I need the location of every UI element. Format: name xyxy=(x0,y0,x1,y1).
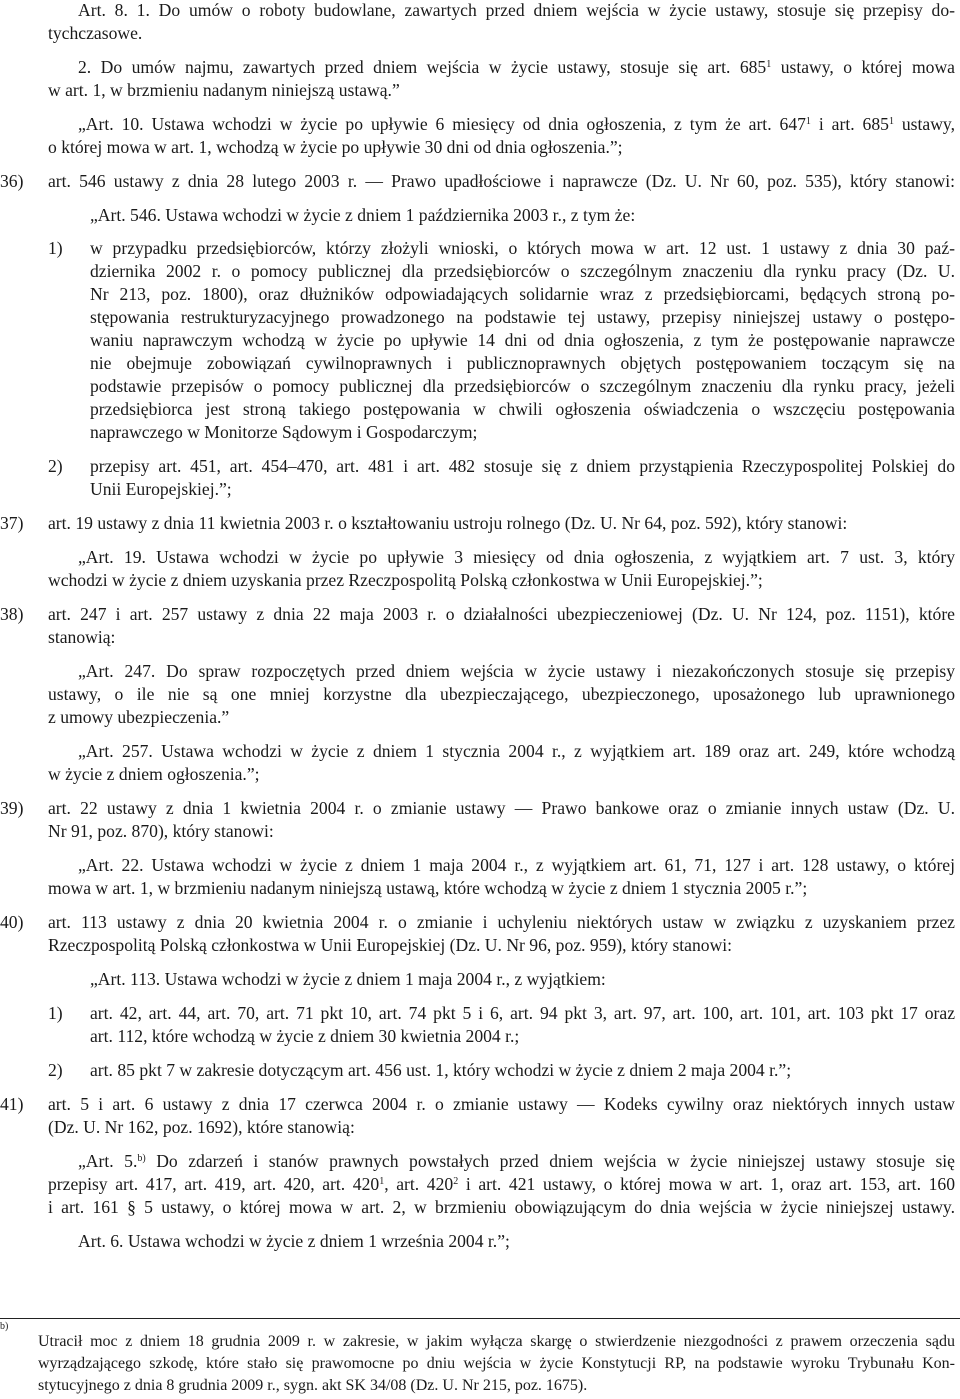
item-38-line2: stanowią: xyxy=(48,627,116,647)
art10-line1: „Art. 10. Ustawa wchodzi w życie po upływie 6 miesięcy od dnia ogłoszenia, z tym że art. $647^1$ i art. $685^1$ ustawy, xyxy=(78,114,955,134)
item-41-art5-line1: „Art. 5.$^{b)}$ Do zdarzeń i stanów prawnych powstałych przed dniem wejścia w życie niniejszej ustawy stosuje się xyxy=(78,1151,955,1171)
art8-p2-line2: w art. 1, w brzmieniu nadanym niniejszą ustawą.” xyxy=(48,80,400,100)
item-40-sub2-line1: art. 85 pkt 7 w zakresie dotyczącym art. 456 ust. 1, który wchodzi w życie z dniem 2 maja 2004 r.”; xyxy=(90,1060,792,1080)
item-36-sub2-number: 2) xyxy=(48,456,63,476)
item-40-sub1-number: 1) xyxy=(48,1003,63,1023)
art10-line2: o której mowa w art. 1, wchodzą w życie po upływie 30 dni od dnia ogłoszenia.”; xyxy=(48,137,623,157)
item-36-sub1-line: stępowania restrukturyzacyjnego prowadzonego na podstawie tej ustawy, przepisy niniejszej ustawy o postępo- xyxy=(90,307,955,327)
item-38-art247-line1: „Art. 247. Do spraw rozpoczętych przed dniem wejścia w życie ustawy i niezakończonych stosuje się przepisy xyxy=(78,661,955,681)
footnote-separator xyxy=(0,1318,960,1319)
item-40-sub1-line2: art. 112, które wchodzą w życie z dniem 30 kwietnia 2004 r.; xyxy=(90,1026,520,1046)
item-39-quote-line1: „Art. 22. Ustawa wchodzi w życie z dniem 1 maja 2004 r., z wyjątkiem art. 61, 71, 127 i art. 128 ustawy, o której xyxy=(78,855,955,875)
item-36-number: 36) xyxy=(0,171,24,191)
item-36-sub1-line: w przypadku przedsiębiorców, którzy złożyli wnioski, o których mowa w art. 12 ust. 1 ustawy z dnia 30 paź- xyxy=(90,238,955,258)
footnote-ref-b[interactable]: b) xyxy=(137,1153,146,1164)
item-38-art247-line2: ustawy, o ile nie są one mniej korzystne dla ubezpieczającego, ubezpieczonego, uposażonego lub uprawnionego xyxy=(48,684,955,704)
item-39-line2: Nr 91, poz. 870), który stanowi: xyxy=(48,821,274,841)
item-41-line1: art. 5 i art. 6 ustawy z dnia 17 czerwca 2004 r. o zmianie ustawy — Kodeks cywilny oraz niektórych innych ustaw xyxy=(48,1094,955,1114)
item-40-quote: „Art. 113. Ustawa wchodzi w życie z dniem 1 maja 2004 r., z wyjątkiem: xyxy=(90,969,606,989)
item-39-number: 39) xyxy=(0,798,24,818)
art8-p1-line2: tychczasowe. xyxy=(48,23,143,43)
item-40-sub2-number: 2) xyxy=(48,1060,63,1080)
item-41-art5-line3: i art. 161 § 5 ustawy, o której mowa w art. 2, w brzmieniu obowiązującym do dnia wejścia w życie niniejszej ustawy. xyxy=(48,1197,955,1217)
item-36-sub1-number: 1) xyxy=(48,238,63,258)
footnote-mark: b) xyxy=(0,1321,9,1332)
item-40-line2: Rzeczpospolitą Polską członkostwa w Unii Europejskiej (Dz. U. Nr 96, poz. 959), który stanowi: xyxy=(48,935,733,955)
item-41-art5-line2: przepisy art. 417, art. 419, art. 420, art. $420^1$, art. $420^2$ i art. 421 ustawy, o której mowa w art. 1, oraz art. 153, art. 160 xyxy=(48,1174,955,1194)
art8-p1-line1: Art. 8. 1. Do umów o roboty budowlane, zawartych przed dniem wejścia w życie ustawy, stosuje się przepisy do- xyxy=(78,0,955,20)
item-36-quote: „Art. 546. Ustawa wchodzi w życie z dniem 1 października 2003 r., z tym że: xyxy=(90,205,636,225)
item-38-number: 38) xyxy=(0,604,24,624)
item-37-number: 37) xyxy=(0,513,24,533)
item-39-quote-line2: mowa w art. 1, w brzmieniu nadanym niniejszą ustawą, które wchodzą w życie z dniem 1 stycznia 2005 r.”; xyxy=(48,878,808,898)
item-36-sub1-line: nie obejmuje zobowiązań cywilnoprawnych i publicznoprawnych objętych postępowaniem toczącym się na xyxy=(90,353,955,373)
item-40-number: 40) xyxy=(0,912,24,932)
item-38-art257-line2: w życie z dniem ogłoszenia.”; xyxy=(48,764,260,784)
item-36-sub1-line: przedsiębiorca jest stroną takiego postępowania w chwili ogłoszenia oświadczenia o wszczęciu postępowania xyxy=(90,399,955,419)
art8-p2-line1: 2. Do umów najmu, zawartych przed dniem wejścia w życie ustawy, stosuje się art. $685^1$ ustawy, o której mowa xyxy=(78,57,955,77)
item-41-art6-line1: Art. 6. Ustawa wchodzi w życie z dniem 1 września 2004 r.”; xyxy=(78,1231,510,1251)
item-37-quote-line2: wchodzi w życie z dniem uzyskania przez Rzeczpospolitą Polską członkostwa w Unii Europejskiej.”; xyxy=(48,570,763,590)
footnote-line2: wyrządzającego szkodę, które stało się prawomocne po dniu wejścia w życie Konstytucji RP, na podstawie wyroku Trybunału Kon- xyxy=(38,1355,955,1372)
item-37-quote-line1: „Art. 19. Ustawa wchodzi w życie po upływie 3 miesięcy od dnia ogłoszenia, z wyjątkiem art. 7 ust. 3, który xyxy=(78,547,955,567)
item-36-line1: art. 546 ustawy z dnia 28 lutego 2003 r. — Prawo upadłościowe i naprawcze (Dz. U. Nr 60, poz. 535), który stanowi: xyxy=(48,171,955,191)
item-41-line2: (Dz. U. Nr 162, poz. 1692), które stanowią: xyxy=(48,1117,355,1137)
item-36-sub1-line: dziernika 2002 r. o pomocy publicznej dla przedsiębiorców o szczególnym znaczeniu dla rynku pracy (Dz. U. xyxy=(90,261,955,281)
item-38-art247-line3: z umowy ubezpieczenia.” xyxy=(48,707,230,727)
item-36-sub2-line: przepisy art. 451, art. 454–470, art. 481 i art. 482 stosuje się z dniem przystąpienia Rzeczypospolitej Polskiej do xyxy=(90,456,955,476)
item-37-line1: art. 19 ustawy z dnia 11 kwietnia 2003 r. o kształtowaniu ustroju rolnego (Dz. U. Nr 64, poz. 592), który stanowi: xyxy=(48,513,848,533)
item-40-sub1-line1: art. 42, art. 44, art. 70, art. 71 pkt 10, art. 74 pkt 5 i 6, art. 94 pkt 3, art. 97, art. 100, art. 101, art. 103 pkt 17 oraz xyxy=(90,1003,955,1023)
item-36-sub1-line: waniu naprawczym wchodzą w życie po upływie 14 dni od dnia ogłoszenia, z tym że postępowanie naprawcze xyxy=(90,330,955,350)
footnote-line3: stytucyjnego z dnia 8 grudnia 2009 r., sygn. akt SK 34/08 (Dz. U. Nr 215, poz. 1675). xyxy=(38,1377,588,1394)
item-41-number: 41) xyxy=(0,1094,24,1114)
item-39-line1: art. 22 ustawy z dnia 1 kwietnia 2004 r. o zmianie ustawy — Prawo bankowe oraz o zmianie innych ustaw (Dz. U. xyxy=(48,798,955,818)
item-38-line1: art. 247 i art. 257 ustawy z dnia 22 maja 2003 r. o działalności ubezpieczeniowej (Dz. U. Nr 124, poz. 1151), które xyxy=(48,604,955,624)
item-40-line1: art. 113 ustawy z dnia 20 kwietnia 2004 r. o zmianie i uchyleniu niektórych ustaw w związku z uzyskaniem przez xyxy=(48,912,955,932)
item-36-sub2-line: Unii Europejskiej.”; xyxy=(90,479,232,499)
item-36-sub1-line: Nr 213, poz. 1800), oraz dłużników odpowiadających solidarnie wraz z przedsiębiorcami, będących stroną po- xyxy=(90,284,955,304)
item-36-sub1-line: podstawie przepisów o pomocy publicznej dla przedsiębiorców o szczególnym znaczeniu dla rynku pracy, jeżeli xyxy=(90,376,955,396)
item-36-sub1-line: naprawczego w Monitorze Sądowym i Gospodarczym; xyxy=(90,422,478,442)
item-38-art257-line1: „Art. 257. Ustawa wchodzi w życie z dniem 1 stycznia 2004 r., z wyjątkiem art. 189 oraz art. 249, które wchodzą xyxy=(78,741,955,761)
footnote-line1: Utracił moc z dniem 18 grudnia 2009 r. w zakresie, w jakim wyłącza skargę o stwierdzenie niezgodności z prawem orzeczenia sądu xyxy=(38,1333,955,1350)
